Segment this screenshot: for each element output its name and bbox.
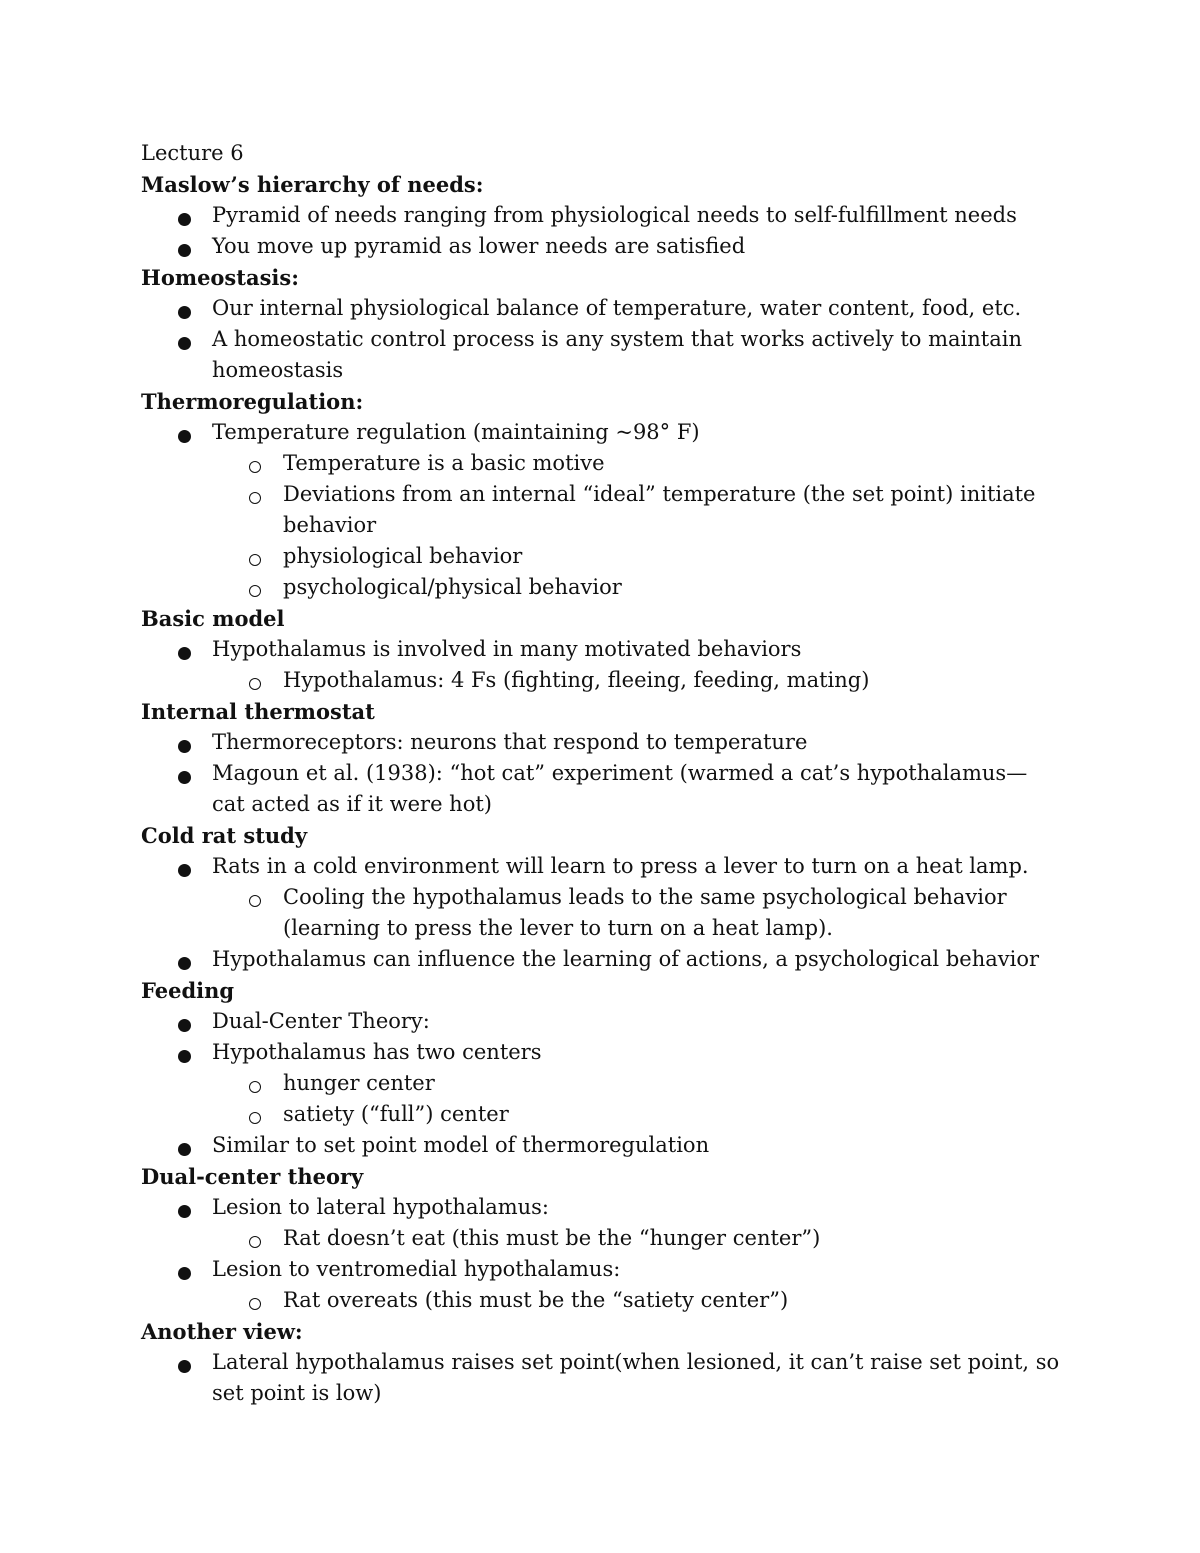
bullet-item: [141, 851, 1081, 882]
hollow-bullet-icon: [247, 1223, 283, 1254]
line-text: Internal thermostat: [141, 699, 375, 724]
line-text: Maslow’s hierarchy of needs:: [141, 172, 484, 197]
bullet-item: [141, 944, 1081, 975]
line-text: Our internal physiological balance of temperature, water content, food, etc.: [212, 296, 1022, 320]
filled-bullet-icon: [176, 727, 212, 758]
line-text: Lesion to ventromedial hypothalamus:: [212, 1257, 621, 1281]
line-text: Feeding: [141, 978, 235, 1003]
line-text: Thermoreceptors: neurons that respond to temperature: [212, 730, 808, 754]
bullet-item: [141, 417, 1081, 448]
filled-bullet-icon: [176, 1130, 212, 1161]
line-text: Temperature is a basic motive: [283, 451, 605, 475]
line-text: Cold rat study: [141, 823, 308, 848]
filled-bullet-icon: [176, 944, 212, 975]
bullet-item: [141, 1192, 1081, 1223]
line-text: Lateral hypothalamus raises set point(when lesioned, it can’t raise set point, so set point is low): [212, 1350, 1060, 1405]
sub-bullet-item: [141, 1068, 1081, 1099]
line-text: Basic model: [141, 606, 285, 631]
bullet-item: [141, 231, 1081, 262]
bullet-item: [141, 634, 1081, 665]
hollow-bullet-icon: [247, 572, 283, 603]
line-text: hunger center: [283, 1071, 435, 1095]
filled-bullet-icon: [176, 200, 212, 231]
hollow-bullet-icon: [247, 1285, 283, 1316]
bullet-item: [141, 1037, 1081, 1068]
line-text: satiety (“full”) center: [283, 1102, 509, 1126]
section-heading: [141, 169, 1081, 200]
section-heading: [141, 1316, 1081, 1347]
filled-bullet-icon: [176, 293, 212, 324]
section-heading: [141, 603, 1081, 634]
filled-bullet-icon: [176, 1192, 212, 1223]
filled-bullet-icon: [176, 417, 212, 448]
sub-bullet-item: [141, 665, 1081, 696]
line-text: Hypothalamus has two centers: [212, 1040, 542, 1064]
line-text: Dual-Center Theory:: [212, 1009, 430, 1033]
line-text: Magoun et al. (1938): “hot cat” experiment (warmed a cat’s hypothalamus— cat acted as if it were hot): [212, 761, 1028, 816]
hollow-bullet-icon: [247, 882, 283, 913]
bullet-item: [141, 1130, 1081, 1161]
sub-bullet-item: [141, 1223, 1081, 1254]
bullet-item: [141, 758, 1081, 820]
bullet-item: [141, 293, 1081, 324]
filled-bullet-icon: [176, 1006, 212, 1037]
hollow-bullet-icon: [247, 448, 283, 479]
line-text: Another view:: [141, 1319, 303, 1344]
line-text: Deviations from an internal “ideal” temperature (the set point) initiate behavior: [283, 482, 1036, 537]
filled-bullet-icon: [176, 1347, 212, 1378]
bullet-item: [141, 1254, 1081, 1285]
filled-bullet-icon: [176, 851, 212, 882]
section-heading: [141, 1161, 1081, 1192]
hollow-bullet-icon: [247, 479, 283, 510]
filled-bullet-icon: [176, 1037, 212, 1068]
section-heading: [141, 975, 1081, 1006]
section-heading: [141, 262, 1081, 293]
line-text: psychological/physical behavior: [283, 575, 622, 599]
line-text: physiological behavior: [283, 544, 523, 568]
bullet-item: [141, 1347, 1081, 1409]
sub-bullet-item: [141, 448, 1081, 479]
sub-bullet-item: [141, 541, 1081, 572]
section-heading: [141, 386, 1081, 417]
line-text: You move up pyramid as lower needs are satisfied: [212, 234, 746, 258]
bullet-item: [141, 727, 1081, 758]
bullet-item: [141, 200, 1081, 231]
line-text: Hypothalamus: 4 Fs (fighting, fleeing, feeding, mating): [283, 668, 870, 692]
bullet-item: [141, 324, 1081, 386]
line-text: Thermoregulation:: [141, 389, 364, 414]
line-text: Pyramid of needs ranging from physiological needs to self-fulfillment needs: [212, 203, 1017, 227]
line-text: Cooling the hypothalamus leads to the same psychological behavior (learning to press the lever to turn on a heat lamp).: [283, 885, 1007, 940]
sub-bullet-item: [141, 882, 1081, 944]
line-text: A homeostatic control process is any system that works actively to maintain homeostasis: [212, 327, 1022, 382]
line-text: Rat doesn’t eat (this must be the “hunger center”): [283, 1226, 821, 1250]
line-text: Lesion to lateral hypothalamus:: [212, 1195, 550, 1219]
bullet-item: [141, 1006, 1081, 1037]
sub-bullet-item: [141, 1099, 1081, 1130]
document-title: [141, 138, 1081, 169]
line-text: Dual-center theory: [141, 1164, 364, 1189]
sub-bullet-item: [141, 1285, 1081, 1316]
line-text: Similar to set point model of thermoregulation: [212, 1133, 710, 1157]
hollow-bullet-icon: [247, 541, 283, 572]
line-text: Temperature regulation (maintaining ~98° F): [212, 420, 700, 444]
lecture-notes-document: [141, 138, 1081, 1409]
line-text: Hypothalamus is involved in many motivated behaviors: [212, 637, 802, 661]
filled-bullet-icon: [176, 1254, 212, 1285]
line-text: Homeostasis:: [141, 265, 299, 290]
filled-bullet-icon: [176, 324, 212, 355]
line-text: Rat overeats (this must be the “satiety center”): [283, 1288, 789, 1312]
sub-bullet-item: [141, 479, 1081, 541]
line-text: Lecture 6: [141, 141, 244, 165]
filled-bullet-icon: [176, 634, 212, 665]
hollow-bullet-icon: [247, 665, 283, 696]
line-text: Hypothalamus can influence the learning of actions, a psychological behavior: [212, 947, 1039, 971]
hollow-bullet-icon: [247, 1099, 283, 1130]
filled-bullet-icon: [176, 231, 212, 262]
sub-bullet-item: [141, 572, 1081, 603]
filled-bullet-icon: [176, 758, 212, 789]
line-text: Rats in a cold environment will learn to press a lever to turn on a heat lamp.: [212, 854, 1029, 878]
section-heading: [141, 820, 1081, 851]
hollow-bullet-icon: [247, 1068, 283, 1099]
section-heading: [141, 696, 1081, 727]
